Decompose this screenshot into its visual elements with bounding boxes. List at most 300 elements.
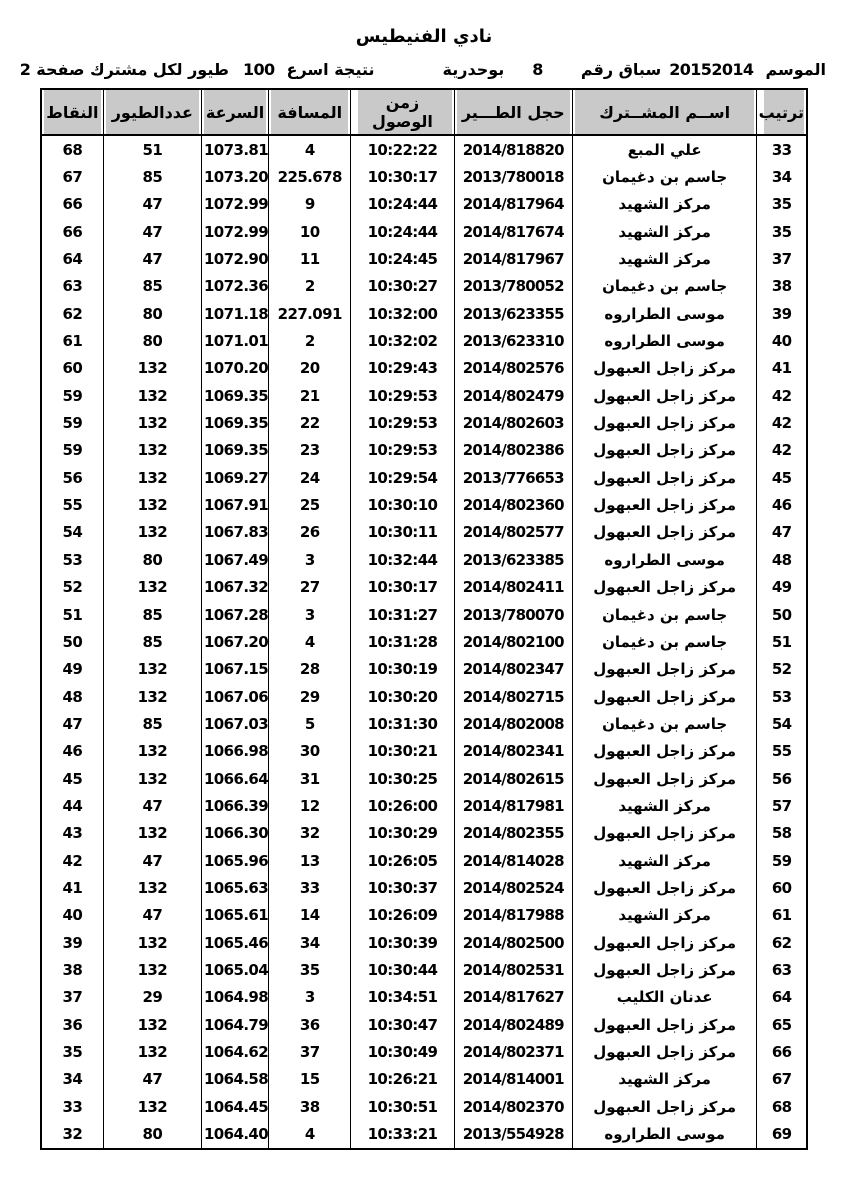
cell-speed: 1072.99 bbox=[201, 191, 268, 218]
cell-ring-number: 2014/817981 bbox=[454, 792, 572, 819]
cell-bird-count: 47 bbox=[103, 218, 201, 245]
cell-arrival-time: 10:30:19 bbox=[351, 656, 454, 683]
cell-distance: 30 bbox=[269, 738, 351, 765]
col-header-distance: المسافة bbox=[269, 89, 351, 135]
col-header-points: النقاط bbox=[41, 89, 103, 135]
cell-bird-count: 29 bbox=[103, 984, 201, 1011]
cell-rank: 47 bbox=[757, 519, 807, 546]
table-row bbox=[41, 135, 807, 163]
cell-rank: 57 bbox=[757, 792, 807, 819]
table-header-row bbox=[41, 89, 807, 135]
table-row bbox=[41, 300, 807, 327]
cell-ring-number: 2014/802347 bbox=[454, 656, 572, 683]
cell-rank: 53 bbox=[757, 683, 807, 710]
cell-distance: 24 bbox=[269, 464, 351, 491]
race-info-line bbox=[0, 56, 848, 82]
cell-rank: 42 bbox=[757, 437, 807, 464]
cell-bird-count: 132 bbox=[103, 409, 201, 436]
cell-distance: 26 bbox=[269, 519, 351, 546]
cell-ring-number: 2014/802341 bbox=[454, 738, 572, 765]
cell-rank: 68 bbox=[757, 1093, 807, 1120]
cell-participant-name: مركز زاجل العبهول bbox=[572, 1093, 756, 1120]
cell-points: 67 bbox=[41, 163, 103, 190]
cell-rank: 59 bbox=[757, 847, 807, 874]
cell-participant-name: مركز زاجل العبهول bbox=[572, 574, 756, 601]
cell-participant-name: مركز الشهيد bbox=[572, 218, 756, 245]
cell-arrival-time: 10:30:11 bbox=[351, 519, 454, 546]
per-participant-page-label: طيور لكل مشترك صفحة bbox=[36, 59, 229, 79]
cell-distance: 9 bbox=[269, 191, 351, 218]
cell-bird-count: 51 bbox=[103, 135, 201, 163]
cell-participant-name: عدنان الكليب bbox=[572, 984, 756, 1011]
cell-bird-count: 132 bbox=[103, 519, 201, 546]
table-row bbox=[41, 464, 807, 491]
cell-points: 54 bbox=[41, 519, 103, 546]
cell-bird-count: 85 bbox=[103, 601, 201, 628]
cell-participant-name: مركز الشهيد bbox=[572, 191, 756, 218]
cell-arrival-time: 10:26:00 bbox=[351, 792, 454, 819]
cell-speed: 1064.45 bbox=[201, 1093, 268, 1120]
cell-bird-count: 132 bbox=[103, 1038, 201, 1065]
cell-bird-count: 47 bbox=[103, 245, 201, 272]
table-row bbox=[41, 163, 807, 190]
cell-ring-number: 2013/780052 bbox=[454, 273, 572, 300]
cell-points: 59 bbox=[41, 382, 103, 409]
cell-arrival-time: 10:30:17 bbox=[351, 163, 454, 190]
cell-speed: 1072.90 bbox=[201, 245, 268, 272]
cell-points: 39 bbox=[41, 929, 103, 956]
cell-bird-count: 47 bbox=[103, 1066, 201, 1093]
cell-rank: 45 bbox=[757, 464, 807, 491]
cell-participant-name: موسى الطراروه bbox=[572, 546, 756, 573]
cell-speed: 1067.15 bbox=[201, 656, 268, 683]
cell-rank: 40 bbox=[757, 327, 807, 354]
cell-ring-number: 2013/623355 bbox=[454, 300, 572, 327]
cell-bird-count: 132 bbox=[103, 656, 201, 683]
cell-bird-count: 132 bbox=[103, 574, 201, 601]
cell-arrival-time: 10:29:53 bbox=[351, 409, 454, 436]
table-row bbox=[41, 710, 807, 737]
cell-speed: 1067.06 bbox=[201, 683, 268, 710]
cell-points: 38 bbox=[41, 956, 103, 983]
cell-participant-name: مركز زاجل العبهول bbox=[572, 1038, 756, 1065]
cell-speed: 1069.27 bbox=[201, 464, 268, 491]
cell-points: 66 bbox=[41, 191, 103, 218]
cell-arrival-time: 10:26:05 bbox=[351, 847, 454, 874]
cell-participant-name: جاسم بن دغيمان bbox=[572, 163, 756, 190]
cell-rank: 42 bbox=[757, 409, 807, 436]
cell-rank: 51 bbox=[757, 628, 807, 655]
cell-arrival-time: 10:32:02 bbox=[351, 327, 454, 354]
cell-participant-name: مركز الشهيد bbox=[572, 1066, 756, 1093]
cell-distance: 225.678 bbox=[269, 163, 351, 190]
table-row bbox=[41, 409, 807, 436]
cell-speed: 1073.81 bbox=[201, 135, 268, 163]
cell-points: 44 bbox=[41, 792, 103, 819]
cell-rank: 56 bbox=[757, 765, 807, 792]
cell-points: 47 bbox=[41, 710, 103, 737]
cell-rank: 62 bbox=[757, 929, 807, 956]
cell-ring-number: 2013/623385 bbox=[454, 546, 572, 573]
cell-arrival-time: 10:30:10 bbox=[351, 491, 454, 518]
cell-ring-number: 2014/802615 bbox=[454, 765, 572, 792]
table-row bbox=[41, 1038, 807, 1065]
cell-speed: 1067.20 bbox=[201, 628, 268, 655]
table-row bbox=[41, 847, 807, 874]
cell-points: 52 bbox=[41, 574, 103, 601]
cell-rank: 64 bbox=[757, 984, 807, 1011]
cell-ring-number: 2014/802008 bbox=[454, 710, 572, 737]
cell-arrival-time: 10:30:37 bbox=[351, 874, 454, 901]
cell-bird-count: 85 bbox=[103, 628, 201, 655]
cell-ring-number: 2014/802360 bbox=[454, 491, 572, 518]
cell-distance: 21 bbox=[269, 382, 351, 409]
cell-distance: 2 bbox=[269, 273, 351, 300]
cell-speed: 1065.63 bbox=[201, 874, 268, 901]
cell-speed: 1071.18 bbox=[201, 300, 268, 327]
cell-bird-count: 47 bbox=[103, 847, 201, 874]
cell-ring-number: 2014/802386 bbox=[454, 437, 572, 464]
race-number-value: 8 bbox=[532, 59, 543, 79]
cell-participant-name: مركز زاجل العبهول bbox=[572, 820, 756, 847]
cell-arrival-time: 10:30:39 bbox=[351, 929, 454, 956]
cell-points: 50 bbox=[41, 628, 103, 655]
cell-ring-number: 2014/802100 bbox=[454, 628, 572, 655]
cell-ring-number: 2014/814001 bbox=[454, 1066, 572, 1093]
cell-ring-number: 2014/802370 bbox=[454, 1093, 572, 1120]
cell-ring-number: 2014/817988 bbox=[454, 902, 572, 929]
table-row bbox=[41, 491, 807, 518]
cell-bird-count: 132 bbox=[103, 683, 201, 710]
cell-ring-number: 2014/802715 bbox=[454, 683, 572, 710]
cell-participant-name: مركز الشهيد bbox=[572, 847, 756, 874]
cell-points: 60 bbox=[41, 355, 103, 382]
cell-ring-number: 2014/802489 bbox=[454, 1011, 572, 1038]
cell-rank: 58 bbox=[757, 820, 807, 847]
cell-rank: 42 bbox=[757, 382, 807, 409]
table-row bbox=[41, 738, 807, 765]
cell-speed: 1072.36 bbox=[201, 273, 268, 300]
cell-rank: 50 bbox=[757, 601, 807, 628]
cell-bird-count: 132 bbox=[103, 874, 201, 901]
cell-speed: 1066.98 bbox=[201, 738, 268, 765]
cell-bird-count: 132 bbox=[103, 1011, 201, 1038]
cell-speed: 1071.01 bbox=[201, 327, 268, 354]
cell-distance: 3 bbox=[269, 984, 351, 1011]
cell-ring-number: 2013/623310 bbox=[454, 327, 572, 354]
cell-arrival-time: 10:29:53 bbox=[351, 437, 454, 464]
cell-bird-count: 132 bbox=[103, 464, 201, 491]
cell-arrival-time: 10:29:43 bbox=[351, 355, 454, 382]
cell-ring-number: 2013/554928 bbox=[454, 1120, 572, 1148]
table-row bbox=[41, 273, 807, 300]
cell-rank: 65 bbox=[757, 1011, 807, 1038]
club-title: نادي الفنيطيس bbox=[355, 26, 493, 47]
cell-distance: 33 bbox=[269, 874, 351, 901]
cell-participant-name: جاسم بن دغيمان bbox=[572, 628, 756, 655]
col-header-arrival-time: زمن الوصول bbox=[351, 89, 454, 135]
cell-rank: 35 bbox=[757, 218, 807, 245]
cell-participant-name: مركز زاجل العبهول bbox=[572, 382, 756, 409]
cell-points: 32 bbox=[41, 1120, 103, 1148]
cell-participant-name: مركز زاجل العبهول bbox=[572, 491, 756, 518]
cell-speed: 1065.04 bbox=[201, 956, 268, 983]
cell-ring-number: 2014/817627 bbox=[454, 984, 572, 1011]
cell-arrival-time: 10:26:09 bbox=[351, 902, 454, 929]
cell-participant-name: مركز الشهيد bbox=[572, 902, 756, 929]
cell-distance: 12 bbox=[269, 792, 351, 819]
cell-ring-number: 2013/780070 bbox=[454, 601, 572, 628]
cell-arrival-time: 10:31:28 bbox=[351, 628, 454, 655]
cell-participant-name: جاسم بن دغيمان bbox=[572, 601, 756, 628]
cell-distance: 23 bbox=[269, 437, 351, 464]
cell-distance: 31 bbox=[269, 765, 351, 792]
cell-points: 49 bbox=[41, 656, 103, 683]
cell-participant-name: مركز زاجل العبهول bbox=[572, 929, 756, 956]
cell-speed: 1067.91 bbox=[201, 491, 268, 518]
cell-speed: 1067.28 bbox=[201, 601, 268, 628]
cell-rank: 61 bbox=[757, 902, 807, 929]
cell-speed: 1072.99 bbox=[201, 218, 268, 245]
cell-arrival-time: 10:24:44 bbox=[351, 191, 454, 218]
cell-rank: 55 bbox=[757, 738, 807, 765]
table-row bbox=[41, 1066, 807, 1093]
cell-points: 45 bbox=[41, 765, 103, 792]
cell-distance: 4 bbox=[269, 135, 351, 163]
cell-participant-name: مركز زاجل العبهول bbox=[572, 519, 756, 546]
cell-rank: 34 bbox=[757, 163, 807, 190]
cell-ring-number: 2014/802479 bbox=[454, 382, 572, 409]
cell-points: 46 bbox=[41, 738, 103, 765]
cell-bird-count: 132 bbox=[103, 929, 201, 956]
cell-rank: 46 bbox=[757, 491, 807, 518]
cell-rank: 54 bbox=[757, 710, 807, 737]
cell-distance: 3 bbox=[269, 601, 351, 628]
cell-points: 51 bbox=[41, 601, 103, 628]
cell-speed: 1066.30 bbox=[201, 820, 268, 847]
race-number-label: سباق رقم bbox=[580, 59, 662, 79]
cell-distance: 25 bbox=[269, 491, 351, 518]
cell-speed: 1064.62 bbox=[201, 1038, 268, 1065]
cell-speed: 1070.20 bbox=[201, 355, 268, 382]
cell-points: 66 bbox=[41, 218, 103, 245]
cell-arrival-time: 10:33:21 bbox=[351, 1120, 454, 1148]
cell-distance: 15 bbox=[269, 1066, 351, 1093]
cell-speed: 1067.49 bbox=[201, 546, 268, 573]
cell-distance: 20 bbox=[269, 355, 351, 382]
cell-points: 48 bbox=[41, 683, 103, 710]
cell-distance: 32 bbox=[269, 820, 351, 847]
table-row bbox=[41, 902, 807, 929]
cell-arrival-time: 10:30:20 bbox=[351, 683, 454, 710]
cell-ring-number: 2014/802411 bbox=[454, 574, 572, 601]
cell-participant-name: مركز زاجل العبهول bbox=[572, 437, 756, 464]
cell-speed: 1067.32 bbox=[201, 574, 268, 601]
table-row bbox=[41, 546, 807, 573]
cell-arrival-time: 10:30:51 bbox=[351, 1093, 454, 1120]
table-row bbox=[41, 1011, 807, 1038]
cell-participant-name: مركز زاجل العبهول bbox=[572, 1011, 756, 1038]
cell-rank: 41 bbox=[757, 355, 807, 382]
cell-arrival-time: 10:29:54 bbox=[351, 464, 454, 491]
cell-bird-count: 47 bbox=[103, 792, 201, 819]
cell-participant-name: موسى الطراروه bbox=[572, 1120, 756, 1148]
cell-points: 53 bbox=[41, 546, 103, 573]
cell-distance: 28 bbox=[269, 656, 351, 683]
cell-distance: 36 bbox=[269, 1011, 351, 1038]
cell-arrival-time: 10:29:53 bbox=[351, 382, 454, 409]
col-header-bird-count: عددالطيور bbox=[103, 89, 201, 135]
cell-speed: 1066.39 bbox=[201, 792, 268, 819]
cell-points: 68 bbox=[41, 135, 103, 163]
cell-arrival-time: 10:26:21 bbox=[351, 1066, 454, 1093]
cell-arrival-time: 10:24:44 bbox=[351, 218, 454, 245]
cell-bird-count: 85 bbox=[103, 163, 201, 190]
cell-arrival-time: 10:30:17 bbox=[351, 574, 454, 601]
cell-arrival-time: 10:32:44 bbox=[351, 546, 454, 573]
cell-speed: 1064.40 bbox=[201, 1120, 268, 1148]
cell-bird-count: 132 bbox=[103, 1093, 201, 1120]
cell-arrival-time: 10:22:22 bbox=[351, 135, 454, 163]
cell-distance: 13 bbox=[269, 847, 351, 874]
cell-distance: 4 bbox=[269, 1120, 351, 1148]
cell-points: 35 bbox=[41, 1038, 103, 1065]
cell-arrival-time: 10:31:27 bbox=[351, 601, 454, 628]
cell-ring-number: 2014/818820 bbox=[454, 135, 572, 163]
cell-rank: 69 bbox=[757, 1120, 807, 1148]
table-row bbox=[41, 820, 807, 847]
cell-speed: 1065.96 bbox=[201, 847, 268, 874]
table-row bbox=[41, 355, 807, 382]
cell-speed: 1067.83 bbox=[201, 519, 268, 546]
table-row bbox=[41, 683, 807, 710]
cell-bird-count: 132 bbox=[103, 355, 201, 382]
cell-distance: 29 bbox=[269, 683, 351, 710]
season-value: 20152014 bbox=[669, 59, 754, 79]
cell-participant-name: مركز زاجل العبهول bbox=[572, 656, 756, 683]
cell-speed: 1066.64 bbox=[201, 765, 268, 792]
cell-rank: 63 bbox=[757, 956, 807, 983]
cell-participant-name: مركز زاجل العبهول bbox=[572, 355, 756, 382]
table-row bbox=[41, 874, 807, 901]
cell-ring-number: 2014/817967 bbox=[454, 245, 572, 272]
table-row bbox=[41, 628, 807, 655]
cell-distance: 27 bbox=[269, 574, 351, 601]
cell-speed: 1069.35 bbox=[201, 382, 268, 409]
cell-arrival-time: 10:30:25 bbox=[351, 765, 454, 792]
col-header-rank: ترتيب bbox=[757, 89, 807, 135]
cell-participant-name: مركز الشهيد bbox=[572, 792, 756, 819]
table-row bbox=[41, 191, 807, 218]
cell-points: 42 bbox=[41, 847, 103, 874]
cell-bird-count: 85 bbox=[103, 273, 201, 300]
cell-points: 62 bbox=[41, 300, 103, 327]
cell-speed: 1067.03 bbox=[201, 710, 268, 737]
cell-bird-count: 47 bbox=[103, 191, 201, 218]
cell-rank: 60 bbox=[757, 874, 807, 901]
cell-ring-number: 2014/802577 bbox=[454, 519, 572, 546]
cell-rank: 49 bbox=[757, 574, 807, 601]
cell-distance: 2 bbox=[269, 327, 351, 354]
table-row bbox=[41, 656, 807, 683]
cell-ring-number: 2014/814028 bbox=[454, 847, 572, 874]
cell-points: 63 bbox=[41, 273, 103, 300]
results-table bbox=[40, 88, 808, 1150]
cell-speed: 1064.98 bbox=[201, 984, 268, 1011]
cell-bird-count: 132 bbox=[103, 437, 201, 464]
table-row bbox=[41, 601, 807, 628]
result-type-label: نتيجة اسرع bbox=[286, 59, 375, 79]
cell-ring-number: 2014/802576 bbox=[454, 355, 572, 382]
table-row bbox=[41, 519, 807, 546]
cell-bird-count: 80 bbox=[103, 546, 201, 573]
cell-rank: 33 bbox=[757, 135, 807, 163]
cell-participant-name: مركز زاجل العبهول bbox=[572, 874, 756, 901]
cell-ring-number: 2013/780018 bbox=[454, 163, 572, 190]
cell-speed: 1065.61 bbox=[201, 902, 268, 929]
table-row bbox=[41, 574, 807, 601]
cell-rank: 66 bbox=[757, 1038, 807, 1065]
cell-points: 59 bbox=[41, 437, 103, 464]
cell-arrival-time: 10:31:30 bbox=[351, 710, 454, 737]
cell-arrival-time: 10:30:29 bbox=[351, 820, 454, 847]
cell-ring-number: 2014/802524 bbox=[454, 874, 572, 901]
cell-arrival-time: 10:32:00 bbox=[351, 300, 454, 327]
cell-ring-number: 2014/802500 bbox=[454, 929, 572, 956]
cell-participant-name: مركز زاجل العبهول bbox=[572, 683, 756, 710]
cell-rank: 52 bbox=[757, 656, 807, 683]
cell-ring-number: 2014/802355 bbox=[454, 820, 572, 847]
cell-arrival-time: 10:24:45 bbox=[351, 245, 454, 272]
cell-rank: 37 bbox=[757, 245, 807, 272]
cell-points: 41 bbox=[41, 874, 103, 901]
table-row bbox=[41, 792, 807, 819]
cell-distance: 37 bbox=[269, 1038, 351, 1065]
cell-points: 33 bbox=[41, 1093, 103, 1120]
cell-speed: 1065.46 bbox=[201, 929, 268, 956]
cell-points: 40 bbox=[41, 902, 103, 929]
col-header-participant-name: اســم المشــترك bbox=[572, 89, 756, 135]
cell-participant-name: مركز زاجل العبهول bbox=[572, 464, 756, 491]
cell-participant-name: موسى الطراروه bbox=[572, 300, 756, 327]
cell-distance: 4 bbox=[269, 628, 351, 655]
cell-participant-name: علي المبع bbox=[572, 135, 756, 163]
cell-arrival-time: 10:34:51 bbox=[351, 984, 454, 1011]
cell-ring-number: 2014/817674 bbox=[454, 218, 572, 245]
cell-bird-count: 132 bbox=[103, 738, 201, 765]
table-row bbox=[41, 929, 807, 956]
cell-ring-number: 2014/802531 bbox=[454, 956, 572, 983]
cell-distance: 35 bbox=[269, 956, 351, 983]
cell-distance: 38 bbox=[269, 1093, 351, 1120]
table-row bbox=[41, 765, 807, 792]
cell-distance: 22 bbox=[269, 409, 351, 436]
cell-distance: 34 bbox=[269, 929, 351, 956]
cell-bird-count: 132 bbox=[103, 382, 201, 409]
table-row bbox=[41, 382, 807, 409]
cell-rank: 38 bbox=[757, 273, 807, 300]
cell-participant-name: مركز زاجل العبهول bbox=[572, 409, 756, 436]
cell-points: 37 bbox=[41, 984, 103, 1011]
results-table-body bbox=[41, 135, 807, 1149]
cell-speed: 1064.79 bbox=[201, 1011, 268, 1038]
col-header-ring-number: حجل الطـــير bbox=[454, 89, 572, 135]
cell-rank: 48 bbox=[757, 546, 807, 573]
cell-arrival-time: 10:30:44 bbox=[351, 956, 454, 983]
cell-arrival-time: 10:30:21 bbox=[351, 738, 454, 765]
cell-arrival-time: 10:30:49 bbox=[351, 1038, 454, 1065]
page-number-value: 2 bbox=[19, 59, 31, 79]
